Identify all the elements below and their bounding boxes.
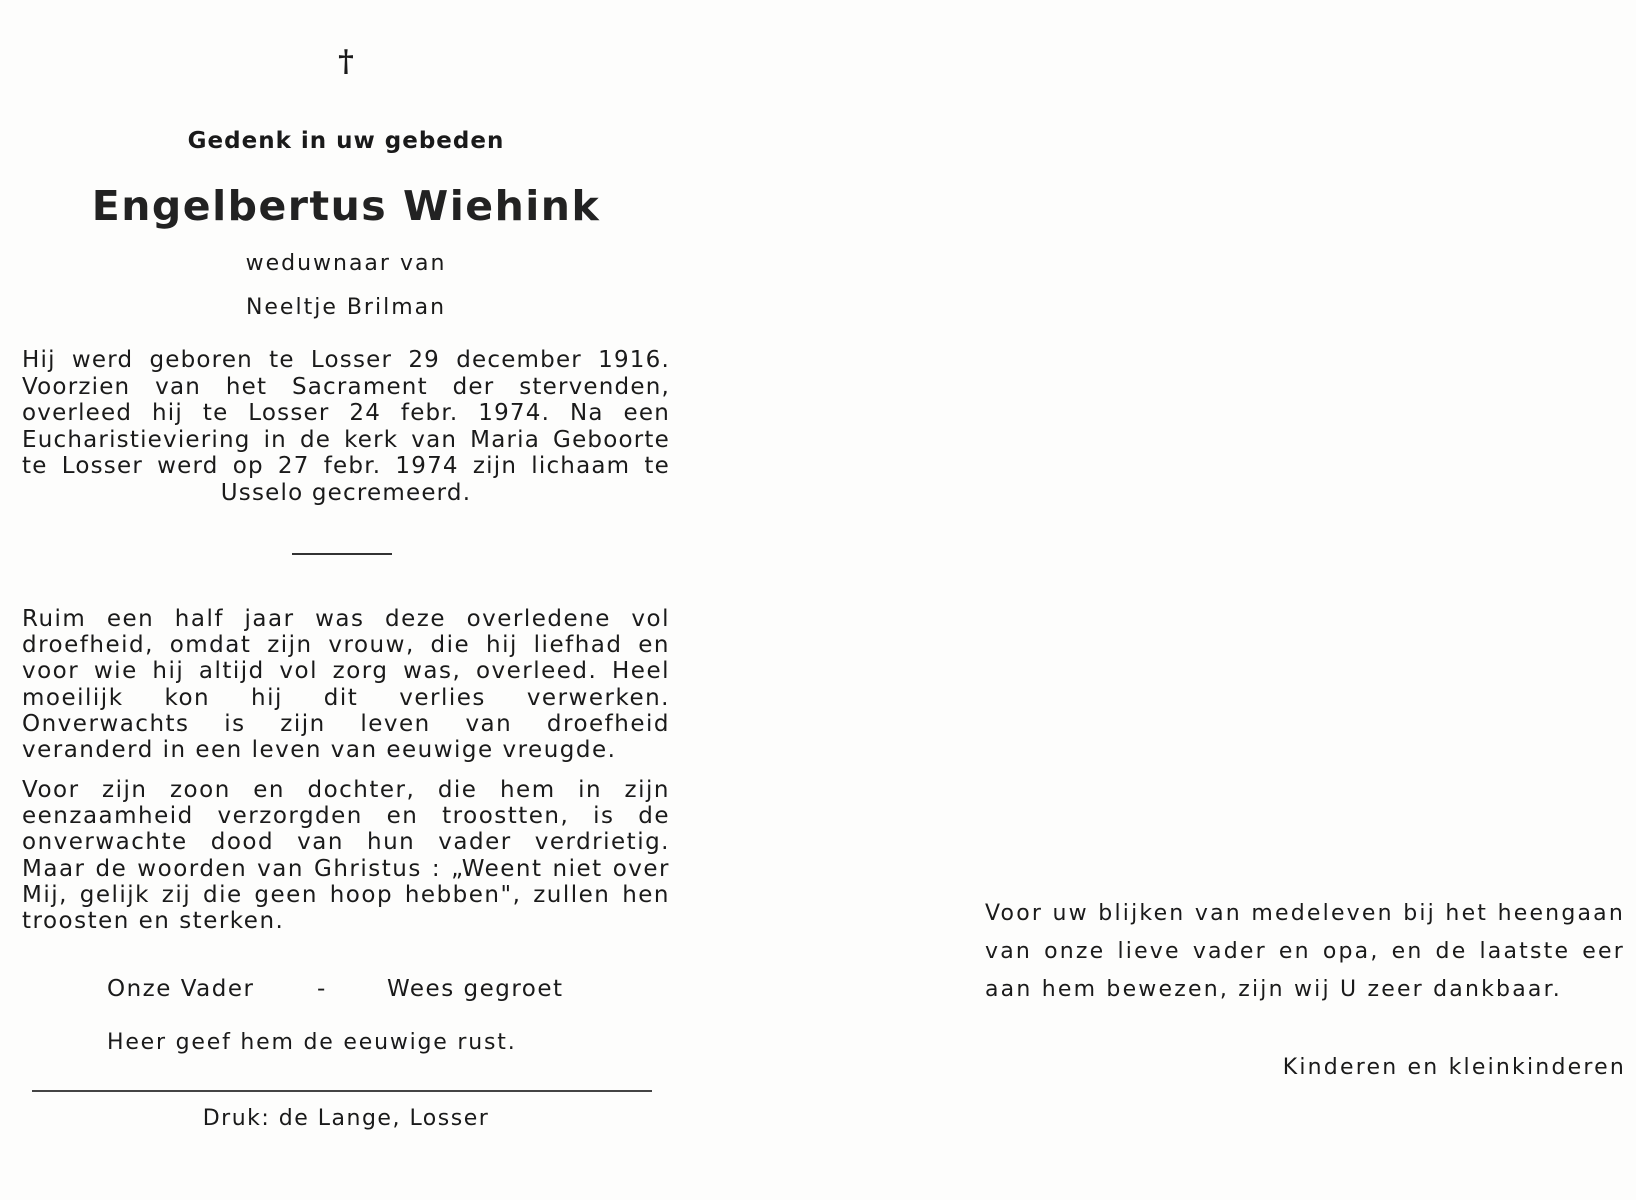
prayer-separator: - <box>317 976 327 1002</box>
short-divider <box>292 553 392 555</box>
prayer-our-father: Onze Vader <box>107 976 255 1002</box>
widow-of-text: weduwnaar van <box>245 251 447 276</box>
printer-credit: Druk: de Lange, Losser <box>202 1106 490 1131</box>
eternal-rest-line: Heer geef hem de eeuwige rust. <box>107 1030 517 1055</box>
biography: Hij werd geboren te Losser 29 december 1916. Voorzien van het Sacrament der stervenden, overleed hij te Losser 24 febr. 1974. Na een Eucharistieviering in de kerk van Maria Geboorte te Losser werd op 27 febr. 1974 zijn lichaam te Usselo gecremeerd. <box>22 347 670 506</box>
paragraph-children: Voor zijn zoon en dochter, die hem in zijn eenzaamheid verzorgden en troostten, is de onverwachte dood van hun vader verdrietig. Maar de woorden van Ghristus : „Weent niet over Mij, gelijk zij die geen hoop hebben", zullen hen troosten en sterken. <box>22 777 670 935</box>
signature: Kinderen en kleinkinderen <box>1282 1055 1626 1080</box>
cross-icon: † <box>338 44 354 79</box>
spouse-name: Neeltje Brilman <box>245 295 447 320</box>
left-panel <box>22 0 670 1200</box>
long-divider <box>32 1090 652 1092</box>
prayer-hail-mary: Wees gegroet <box>387 976 564 1002</box>
deceased-name: Engelbertus Wiehink <box>91 182 601 230</box>
intro-text: Gedenk in uw gebeden <box>187 128 505 154</box>
paragraph-grief: Ruim een half jaar was deze overledene vol droefheid, omdat zijn vrouw, die hij liefhad en voor wie hij altijd vol zorg was, overleed. Heel moeilijk kon hij dit verlies verwerken. Onverwachts is zijn leven van droefheid veranderd in een leven van eeuwige vreugde. <box>22 606 670 764</box>
thanks-text: Voor uw blijken van medeleven bij het heengaan van onze lieve vader en opa, en de laatste eer aan hem bewezen, zijn wij U zeer dankbaar. <box>985 901 1625 1002</box>
